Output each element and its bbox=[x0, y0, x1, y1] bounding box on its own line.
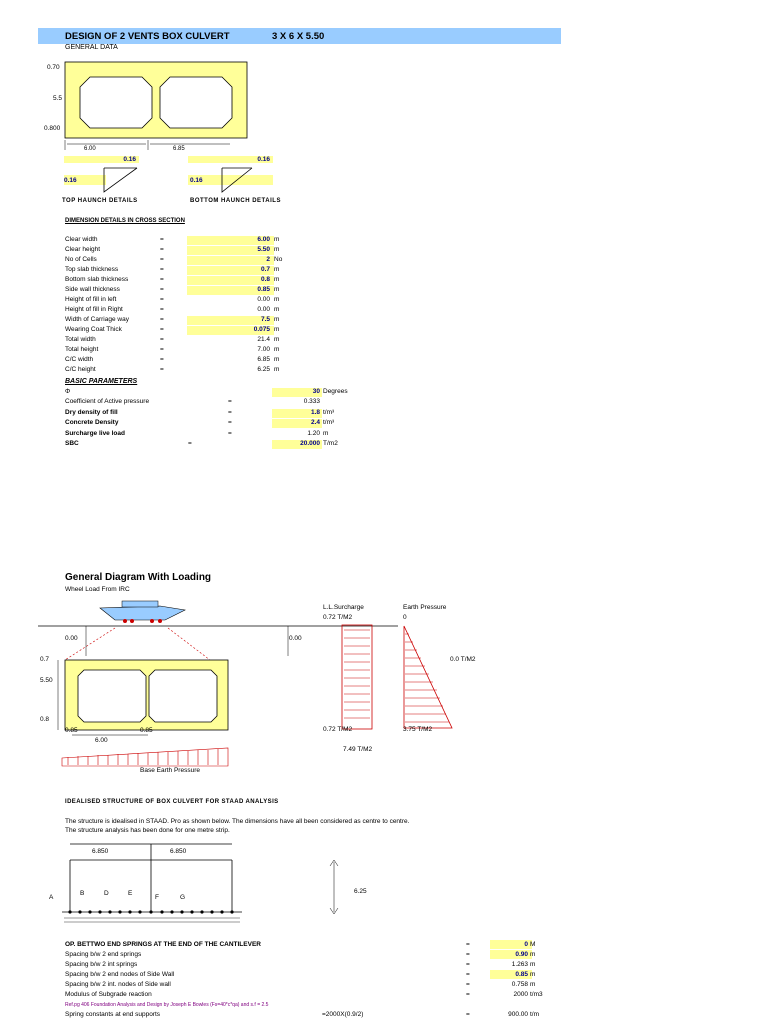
ep-mid: 0.0 T/M2 bbox=[450, 656, 476, 663]
base-pressure-diagram bbox=[62, 748, 228, 766]
spring-value: 0.85 bbox=[515, 971, 528, 978]
basic-label: Φ bbox=[65, 388, 71, 395]
wheel-label: Wheel Load From IRC bbox=[65, 586, 130, 593]
haunch-top-value: 0.16 bbox=[123, 156, 136, 163]
earth-pressure-diagram bbox=[404, 626, 452, 728]
dims-heading: DIMENSION DETAILS IN CROSS SECTION bbox=[65, 218, 185, 224]
sketch-w2: 6.85 bbox=[173, 146, 185, 152]
ll-top: 0.72 T/M2 bbox=[323, 614, 353, 621]
ideal-p2: The structure analysis has been done for one metre strip. bbox=[65, 827, 230, 834]
spring-value: 2000 bbox=[513, 991, 528, 998]
dim-eq: = bbox=[160, 256, 164, 263]
sketch-height: 5.5 bbox=[53, 95, 63, 102]
basic-value: 30 bbox=[312, 388, 320, 395]
dim-value: 6.25 bbox=[257, 366, 270, 373]
dim-value: 0.00 bbox=[257, 306, 270, 313]
dim-eq: = bbox=[160, 326, 164, 333]
dim-unit: m bbox=[274, 336, 280, 343]
basic-eq: = bbox=[228, 409, 232, 416]
dim-value: 2 bbox=[266, 256, 270, 263]
spring-unit: m bbox=[530, 981, 536, 988]
basic-value: 1.8 bbox=[310, 409, 320, 416]
box-diagram bbox=[58, 660, 228, 735]
dim-unit: No bbox=[274, 256, 283, 263]
diag-bottom: 0.8 bbox=[40, 716, 50, 723]
dim-value: 0.075 bbox=[253, 326, 270, 333]
page-title: DESIGN OF 2 VENTS BOX CULVERT bbox=[65, 31, 230, 42]
basic-heading: BASIC PARAMETERS bbox=[65, 378, 138, 385]
dim-value: 7.5 bbox=[260, 316, 270, 323]
dim-unit: m bbox=[274, 326, 280, 333]
diag-top: 0.7 bbox=[40, 656, 50, 663]
ep-top: 0 bbox=[403, 614, 407, 621]
dim-eq: = bbox=[160, 336, 164, 343]
dim-unit: m bbox=[274, 306, 280, 313]
sketch-w1: 6.00 bbox=[84, 146, 96, 152]
dim-value: 0.85 bbox=[257, 286, 270, 293]
dim-eq: = bbox=[160, 286, 164, 293]
basic-value: 2.4 bbox=[310, 419, 320, 426]
ideal-p1: The structure is idealised in STAAD. Pro as shown below. The dimensions have all been considered as centre to centre. bbox=[65, 818, 410, 825]
spring-label: OP. BETTWO END SPRINGS AT THE END OF THE CANTILEVER bbox=[65, 941, 261, 948]
ll-label: L.L.Surcharge bbox=[323, 604, 364, 611]
dim-unit: m bbox=[274, 316, 280, 323]
basic-value: 1.20 bbox=[307, 430, 320, 437]
dim-value: 0.7 bbox=[260, 266, 270, 273]
basic-value: 0.333 bbox=[303, 398, 320, 405]
dim-label: Clear width bbox=[65, 236, 98, 243]
dim-unit: m bbox=[274, 366, 280, 373]
spring-const-value: 900.00 bbox=[508, 1011, 528, 1018]
dim-eq: = bbox=[160, 366, 164, 373]
spring-label: Spacing b/w 2 end nodes of Side Wall bbox=[65, 971, 175, 978]
dim-label: Clear height bbox=[65, 246, 101, 253]
basic-eq: = bbox=[228, 430, 232, 437]
dim-eq: = bbox=[160, 306, 164, 313]
bottom-haunch-label: BOTTOM HAUNCH DETAILS bbox=[190, 198, 281, 204]
spring-const-eq: = bbox=[466, 1011, 470, 1018]
dim-unit: m bbox=[274, 346, 280, 353]
basic-eq: = bbox=[228, 398, 232, 405]
spring-unit: m bbox=[530, 961, 536, 968]
span-2: 6.850 bbox=[170, 848, 187, 855]
dim-eq: = bbox=[160, 356, 164, 363]
diag-w-right: 0.85 bbox=[140, 727, 153, 734]
dim-eq: = bbox=[160, 316, 164, 323]
spring-unit: t/m3 bbox=[530, 991, 543, 998]
dim-unit: m bbox=[274, 286, 280, 293]
dim-unit: m bbox=[274, 296, 280, 303]
ideal-heading: IDEALISED STRUCTURE OF BOX CULVERT FOR STAAD ANALYSIS bbox=[65, 799, 279, 805]
general-data-label: GENERAL DATA bbox=[65, 44, 118, 51]
dim-eq: = bbox=[160, 276, 164, 283]
haunch-bot-side: 0.16 bbox=[190, 177, 203, 184]
span-1: 6.850 bbox=[92, 848, 109, 855]
dim-unit: m bbox=[274, 246, 280, 253]
spring-eq: = bbox=[466, 951, 470, 958]
dim-label: Height of fill in Right bbox=[65, 306, 123, 313]
dim-label: Bottom slab thickness bbox=[65, 276, 129, 283]
dim-value: 6.00 bbox=[257, 236, 270, 243]
spring-value: 0.90 bbox=[515, 951, 528, 958]
spring-const-unit: t/m bbox=[530, 1011, 540, 1018]
spring-unit: m bbox=[530, 971, 536, 978]
diag-w-left: 0.85 bbox=[65, 727, 78, 734]
frame-height: 6.25 bbox=[354, 888, 367, 895]
spring-value: 1.263 bbox=[511, 961, 528, 968]
basic-label: Surcharge live load bbox=[65, 430, 125, 437]
node-a: A bbox=[49, 894, 54, 901]
spring-eq: = bbox=[466, 941, 470, 948]
spring-label: Spacing b/w 2 int springs bbox=[65, 961, 138, 968]
vehicle-sketch bbox=[100, 601, 185, 623]
basic-label: Coefficient of Active pressure bbox=[65, 398, 150, 405]
page-title-dims: 3 X 6 X 5.50 bbox=[272, 31, 325, 42]
node-g: G bbox=[180, 894, 186, 901]
dim-label: Total width bbox=[65, 336, 96, 343]
ll-bottom: 0.72 T/M2 bbox=[323, 726, 353, 733]
dim-eq: = bbox=[160, 246, 164, 253]
dim-label: Width of Carriage way bbox=[65, 316, 129, 323]
dim-label: Wearing Coat Thick bbox=[65, 326, 122, 333]
basic-unit: t/m³ bbox=[323, 409, 335, 416]
diagram-heading: General Diagram With Loading bbox=[65, 572, 212, 583]
ll-surcharge-diagram bbox=[342, 625, 372, 729]
basic-eq: = bbox=[188, 440, 192, 447]
haunch-top-side: 0.16 bbox=[64, 177, 77, 184]
dim-label: C/C height bbox=[65, 366, 96, 373]
dim-label: Side wall thickness bbox=[65, 286, 120, 293]
dim-value: 0.00 bbox=[257, 296, 270, 303]
node-b: B bbox=[80, 890, 85, 897]
dim-value: 5.50 bbox=[257, 246, 270, 253]
dim-value: 0.8 bbox=[260, 276, 270, 283]
ep-label: Earth Pressure bbox=[403, 604, 447, 611]
basic-label: Concrete Density bbox=[65, 419, 119, 426]
diag-height: 5.50 bbox=[40, 677, 53, 684]
basic-value: 20.000 bbox=[300, 440, 320, 447]
spring-unit: M bbox=[530, 941, 536, 948]
basic-unit: t/m³ bbox=[323, 419, 335, 426]
dim-unit: m bbox=[274, 356, 280, 363]
spring-eq: = bbox=[466, 991, 470, 998]
basic-label: SBC bbox=[65, 440, 79, 447]
spring-value: 0 bbox=[524, 941, 528, 948]
dim-unit: m bbox=[274, 266, 280, 273]
spring-label: Spacing b/w 2 int. nodes of Side wall bbox=[65, 981, 171, 988]
spring-const-formula: =2000X(0.9/2) bbox=[322, 1011, 364, 1018]
basic-unit: Degrees bbox=[323, 388, 348, 395]
node-d: D bbox=[104, 890, 109, 897]
basic-label: Dry density of fill bbox=[65, 409, 118, 416]
top-haunch-label: TOP HAUNCH DETAILS bbox=[62, 198, 138, 204]
fill-left: 0.00 bbox=[65, 635, 78, 642]
haunch-bot-value: 0.16 bbox=[257, 156, 270, 163]
dim-label: No of Cells bbox=[65, 256, 97, 263]
node-e: E bbox=[128, 890, 133, 897]
dim-label: Top slab thickness bbox=[65, 266, 119, 273]
dim-eq: = bbox=[160, 266, 164, 273]
dim-eq: = bbox=[160, 346, 164, 353]
dim-value: 6.85 bbox=[257, 356, 270, 363]
diag-w-clear: 6.00 bbox=[95, 737, 108, 744]
sketch-top-thk: 0.70 bbox=[47, 64, 60, 71]
base-value: 7.49 T/M2 bbox=[343, 746, 373, 753]
spring-eq: = bbox=[466, 981, 470, 988]
base-label: Base Earth Pressure bbox=[140, 767, 200, 774]
spring-label: Modulus of Subgrade reaction bbox=[65, 991, 152, 998]
dim-label: C/C width bbox=[65, 356, 94, 363]
dim-label: Total height bbox=[65, 346, 99, 353]
dim-eq: = bbox=[160, 296, 164, 303]
fill-right: 0.00 bbox=[289, 635, 302, 642]
basic-eq: = bbox=[228, 419, 232, 426]
sketch-bot-thk: 0.800 bbox=[44, 125, 61, 132]
reference-note: Ref.pg 406 Foundation Analysis and Design by Joseph E Bowles (Fs=40*c*qa) and s.f = 2.5 bbox=[65, 1002, 269, 1008]
node-f: F bbox=[155, 894, 159, 901]
basic-unit: T/m2 bbox=[323, 440, 338, 447]
dim-eq: = bbox=[160, 236, 164, 243]
spring-label: Spacing b/w 2 end springs bbox=[65, 951, 142, 958]
dim-value: 7.00 bbox=[257, 346, 270, 353]
ep-bottom: 3.75 T/M2 bbox=[403, 726, 433, 733]
spring-value: 0.758 bbox=[511, 981, 528, 988]
cross-section-sketch bbox=[65, 62, 247, 150]
spring-const-label: Spring constants at end supports bbox=[65, 1011, 161, 1018]
spring-eq: = bbox=[466, 961, 470, 968]
dim-label: Height of fill in left bbox=[65, 296, 117, 303]
dim-unit: m bbox=[274, 276, 280, 283]
basic-unit: m bbox=[323, 430, 329, 437]
spring-eq: = bbox=[466, 971, 470, 978]
dim-value: 21.4 bbox=[257, 336, 270, 343]
spring-unit: m bbox=[530, 951, 536, 958]
dim-unit: m bbox=[274, 236, 280, 243]
